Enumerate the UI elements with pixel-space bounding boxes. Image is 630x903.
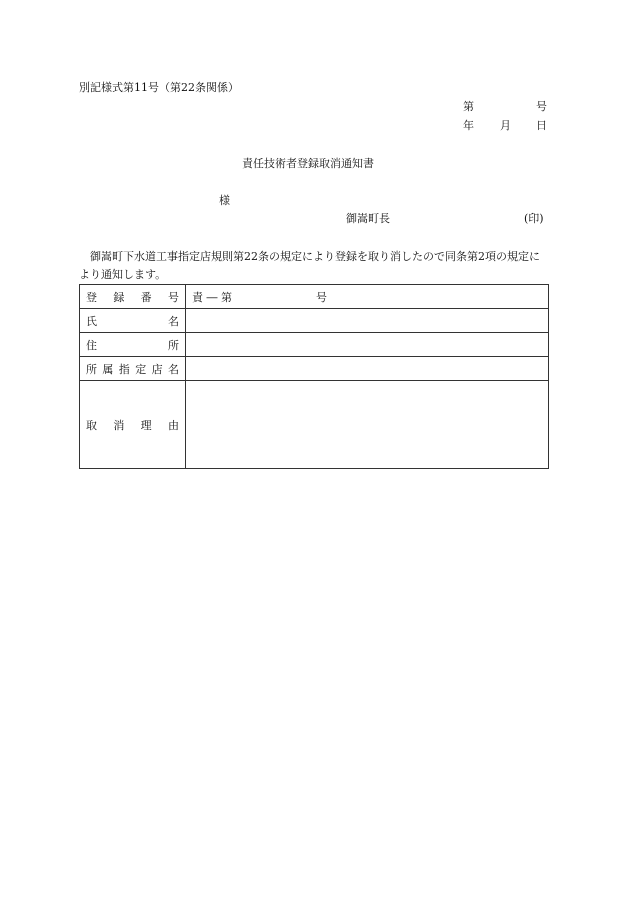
address-label: 住 所 [80, 333, 186, 357]
name-label: 氏 名 [80, 309, 186, 333]
address-field[interactable] [186, 333, 549, 357]
form-number-label: 別記様式第11号（第22条関係） [79, 81, 239, 94]
document-title: 責任技術者登録取消通知書 [242, 157, 374, 170]
registration-number-label: 登 録 番 号 [80, 285, 186, 309]
addressee-suffix: 様 [219, 194, 230, 207]
table-row [80, 285, 549, 309]
date-day-label: 日 [536, 119, 547, 132]
details-table [79, 284, 549, 469]
notice-body-text: 御嵩町下水道工事指定店規則第22条の規定により登録を取り消したので同条第2項の規定により通知します。 [79, 250, 540, 281]
table-row [80, 381, 549, 469]
registration-number-suffix: 号 [316, 290, 327, 304]
cancellation-reason-field[interactable] [186, 381, 549, 469]
document-number-suffix: 号 [536, 100, 547, 113]
affiliated-store-label: 所属指定店名 [80, 357, 186, 381]
date-year-label: 年 [463, 119, 474, 132]
name-field[interactable] [186, 309, 549, 333]
date-month-label: 月 [500, 119, 511, 132]
document-number-prefix: 第 [463, 100, 474, 113]
seal-mark: (印) [524, 212, 544, 225]
registration-number-prefix: 責 ― 第 [192, 290, 232, 304]
issuer-name: 御嵩町長 [346, 212, 390, 225]
affiliated-store-field[interactable] [186, 357, 549, 381]
table-row [80, 357, 549, 381]
table-row [80, 309, 549, 333]
table-row [80, 333, 549, 357]
cancellation-reason-label: 取 消 理 由 [80, 381, 186, 469]
registration-number-field[interactable] [186, 285, 549, 309]
